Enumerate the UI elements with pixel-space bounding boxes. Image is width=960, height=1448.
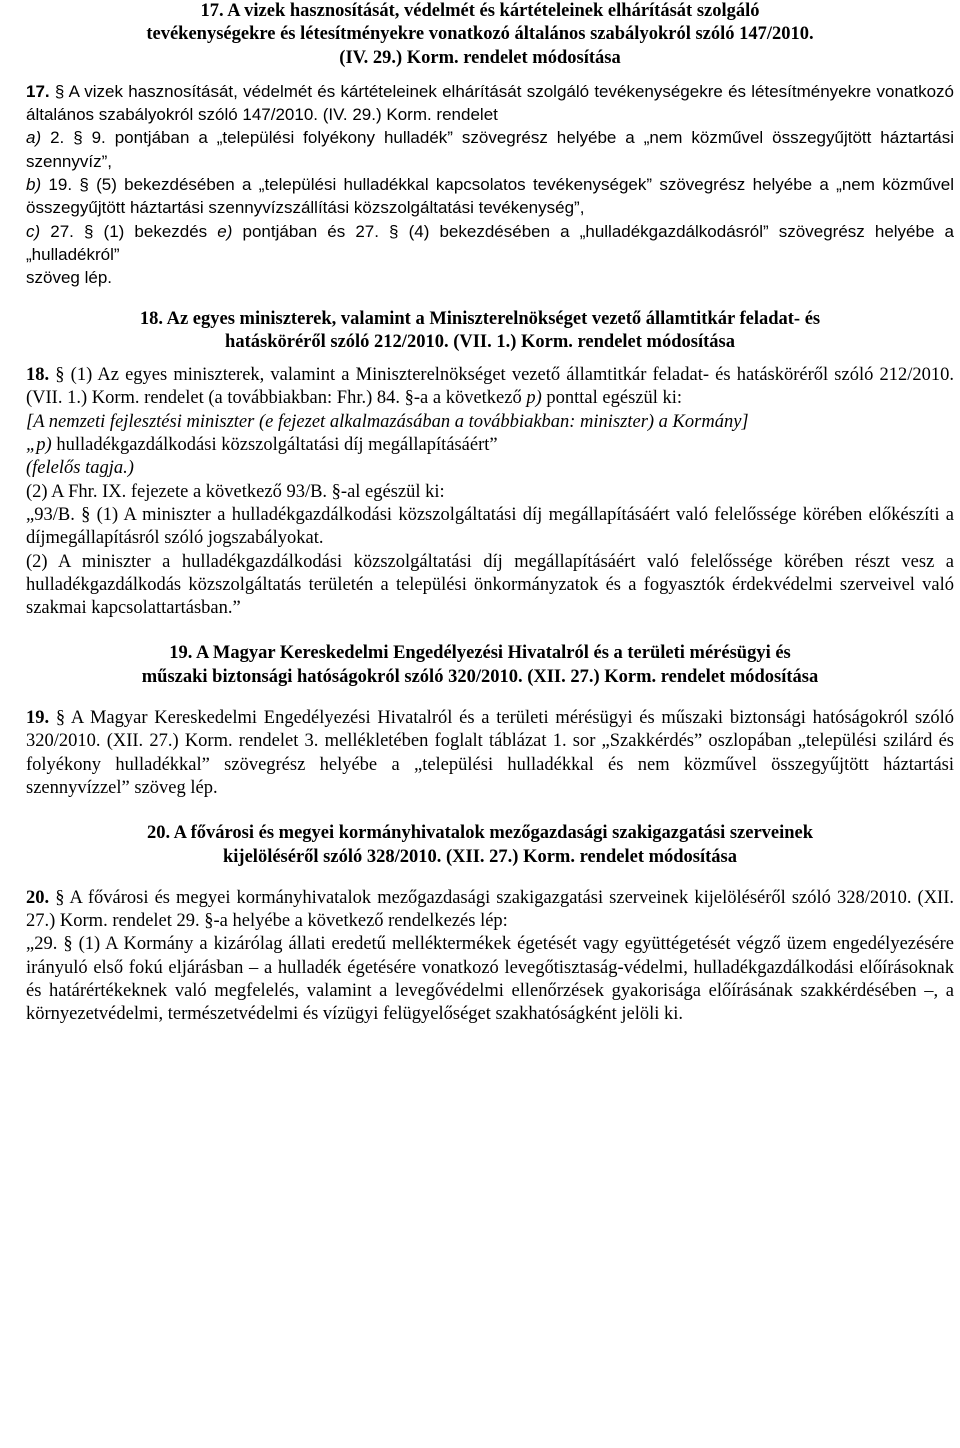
section-18-quote-1: „93/B. § (1) A miniszter a hulladékgazdálkodási közszolgáltatási díj megállapításáért való felelőssége körében előkészíti a díjmegállapításról szóló jogszabályokat. xyxy=(26,504,954,549)
section-20-paragraph xyxy=(6,887,954,934)
section-20-heading xyxy=(6,822,954,869)
section-17-heading xyxy=(6,0,954,70)
point-c-text-2: pontjában és 27. § (4) bekezdésében a „hulladékgazdálkodásról” szövegrész helyébe a „hulladékról” xyxy=(26,221,954,264)
section-17-body xyxy=(6,80,954,290)
point-c-text-e: e) xyxy=(217,221,233,241)
point-c-label: c) xyxy=(26,221,41,241)
section-20-title-line-2: kijelöléséről szóló 328/2010. (XII. 27.) Korm. rendelet módosítása xyxy=(223,846,737,867)
section-19-text: § A Magyar Kereskedelmi Engedélyezési Hivatalról és a területi mérésügyi és műszaki biztonsági hatóságokról szóló 320/2010. (XII. 27.) Korm. rendelet 3. mellékletében foglalt táblázat 1. sor „Szakkérdés” oszlopában „települési szilárd és folyékony hulladékkal” szövegrész helyébe a „települési hulladékkal és nem közművel összegyűjtött háztartási szennyvízzel” szöveg lép. xyxy=(26,708,955,798)
section-18-p1-text-1: § (1) Az egyes miniszterek, valamint a Miniszterelnökséget vezető államtitkár feladat- és hatásköréről szóló 212/2010. (VII. 1.) Korm. rendelet (a továbbiakban: Fhr.) 84. §-a a következő xyxy=(26,365,955,409)
section-18-point-p xyxy=(6,434,954,457)
section-17-title-line-3: (IV. 29.) Korm. rendelet módosítása xyxy=(339,47,621,68)
section-18-title-line-1: 18. Az egyes miniszterek, valamint a Miniszterelnökséget vezető államtitkár feladat- és xyxy=(139,308,821,329)
section-18-heading xyxy=(6,308,954,355)
point-a-text: 2. § 9. pontjában a „települési folyékony hulladék” szövegrész helyébe a „nem közművel összegyűjtött háztartási szennyvíz”, xyxy=(26,128,954,171)
section-19-title-line-1: 19. A Magyar Kereskedelmi Engedélyezési Hivatalról és a területi mérésügyi és xyxy=(169,643,791,664)
section-19-title-line-2: műszaki biztonsági hatóságokról szóló 320/2010. (XII. 27.) Korm. rendelet módosítása xyxy=(141,666,819,687)
section-18-p1-text-2: ponttal egészül ki: xyxy=(546,388,683,409)
section-17-intro-text: § A vizek hasznosítását, védelmét és kártételeinek elhárítását szolgáló tevékenységekre és létesítményekre vonatkozó általános szabályokról szóló 147/2010. (IV. 29.) Korm. rendelet xyxy=(26,81,954,125)
section-18-number: 18. xyxy=(26,365,50,386)
point-p-text: hulladékgazdálkodási közszolgáltatási díj megállapításáért” xyxy=(56,435,498,456)
section-19-paragraph xyxy=(6,707,954,800)
section-18-p1-text-p: p) xyxy=(526,388,542,409)
section-17-point-c xyxy=(6,220,954,267)
section-19-heading xyxy=(6,642,954,689)
point-a-label: a) xyxy=(26,128,42,148)
section-17-closing: szöveg lép. xyxy=(26,268,112,288)
section-19-number: 19. xyxy=(26,708,50,729)
section-17-point-a xyxy=(6,126,954,173)
point-c-text-1: 27. § (1) bekezdés xyxy=(50,221,208,241)
section-17-point-b xyxy=(6,173,954,220)
point-b-text: 19. § (5) bekezdésében a „települési hulladékkal kapcsolatos tevékenységek” szövegrész helyébe a „nem közművel összegyűjtött háztartási szennyvízszállítási közszolgáltatási tevékenység”, xyxy=(26,175,954,218)
section-18-paragraph-2: (2) A Fhr. IX. fejezete a következő 93/B. §-al egészül ki: xyxy=(26,481,445,502)
section-18-bracket: [A nemzeti fejlesztési miniszter (e fejezet alkalmazásában a továbbiakban: miniszter) a Kormány] xyxy=(26,411,749,432)
section-17-title-line-1: 17. A vizek hasznosítását, védelmét és kártételeinek elhárítását szolgáló xyxy=(200,1,760,21)
point-p-label: „p) xyxy=(26,435,52,456)
section-18-paragraph-1 xyxy=(6,364,954,411)
section-20-text: § A fővárosi és megyei kormányhivatalok mezőgazdasági szakigazgatási szerveinek kijelöléséről szóló 328/2010. (XII. 27.) Korm. rendelet 29. §-a helyébe a következő rendelkezés lép: xyxy=(26,887,954,932)
section-17-intro xyxy=(6,80,954,127)
point-b-label: b) xyxy=(26,175,42,195)
section-20-number: 20. xyxy=(26,887,50,908)
section-17-number: 17. xyxy=(26,81,50,101)
section-18-title-line-2: hatásköréről szóló 212/2010. (VII. 1.) Korm. rendelet módosítása xyxy=(225,331,735,352)
section-20-title-line-1: 20. A fővárosi és megyei kormányhivatalok mezőgazdasági szakigazgatási szerveinek xyxy=(146,823,814,844)
section-18-felelos: (felelős tagja.) xyxy=(26,458,134,479)
section-18-quote-2: (2) A miniszter a hulladékgazdálkodási közszolgáltatási díj megállapításáért való felelőssége körében részt vesz a hulladékgazdálkodás közszolgáltatás területén a települési önkormányzatok és a fogyasztók érdekvédelmi szerveivel való szakmai kapcsolattartásban.” xyxy=(26,551,954,619)
section-17-title-line-2: tevékenységekre és létesítményekre vonatkozó általános szabályokról szóló 147/2010. xyxy=(146,24,814,45)
section-20-quote-1: „29. § (1) A Kormány a kizárólag állati eredetű melléktermékek égetését vagy együttégetését végző üzem engedélyezésére irányuló első fokú eljárásban – a hulladék égetésére vonatkozó levegőtisztaság-védelmi, hulladékgazdálkodási előírásoknak és határértékeknek való megfelelés, valamint a levegővédelmi ellenőrzések gyakorisága előírásának szakkérdésében –, a környezetvédelmi, természetvédelmi és vízügyi felügyelőséget szakhatóságként jelöli ki. xyxy=(26,934,954,1025)
